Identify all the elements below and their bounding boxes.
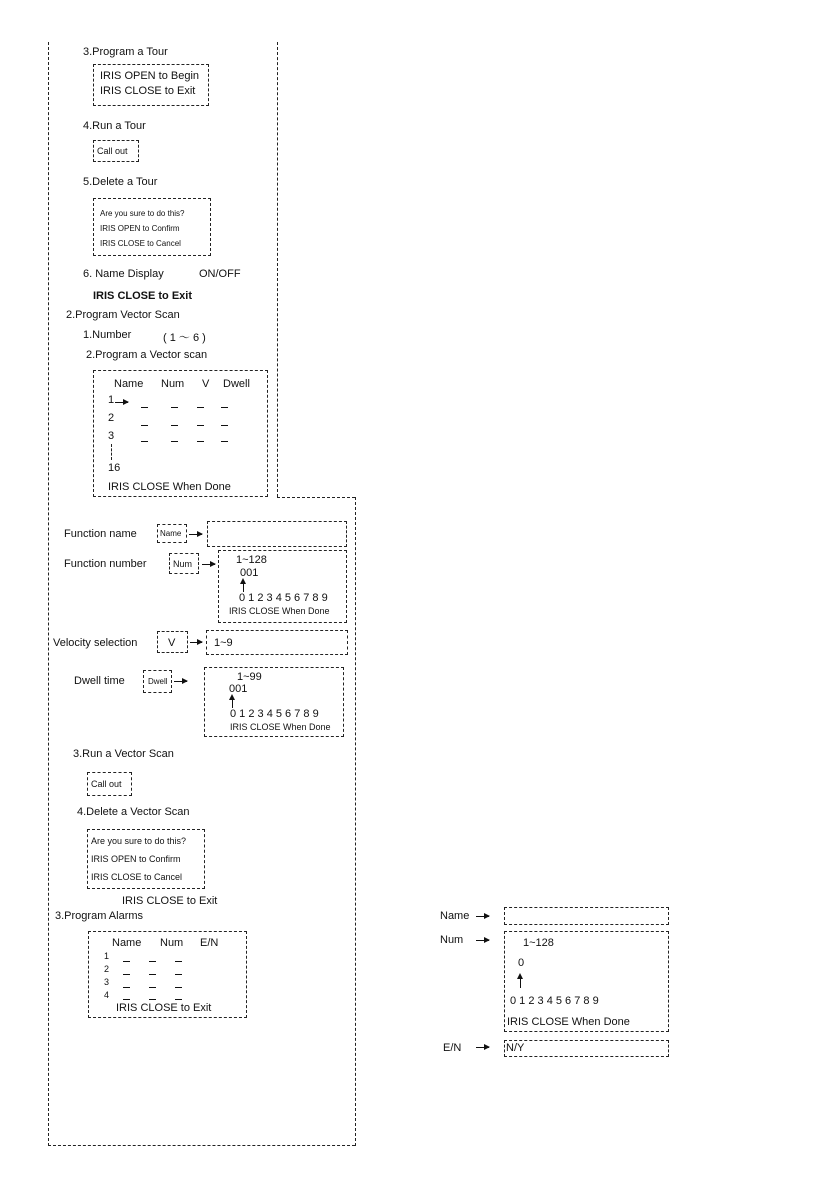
function-number-value: 001 bbox=[240, 567, 259, 579]
delete-vector-line-3: IRIS CLOSE to Cancel bbox=[91, 872, 183, 882]
alarm-num-done: IRIS CLOSE When Done bbox=[507, 1016, 630, 1028]
delete-tour-heading: 5.Delete a Tour bbox=[83, 176, 158, 188]
vector-exit-text: IRIS CLOSE to Exit bbox=[122, 895, 218, 907]
function-number-range: 1~128 bbox=[236, 554, 267, 566]
alarm-num-cursor-arrow bbox=[520, 978, 521, 988]
frame-step-line bbox=[277, 497, 355, 498]
name-display-value: ON/OFF bbox=[199, 268, 241, 280]
delete-tour-line-3: IRIS CLOSE to Cancel bbox=[100, 239, 181, 248]
vector-row-last: 16 bbox=[108, 462, 121, 474]
delete-vector-line-1: Are you sure to do this? bbox=[91, 836, 187, 846]
function-number-label: Function number bbox=[64, 558, 147, 570]
alarms-row-1: 1 bbox=[104, 951, 110, 961]
run-vector-heading: 3.Run a Vector Scan bbox=[73, 748, 174, 760]
dwell-range: 1~99 bbox=[237, 671, 262, 683]
program-tour-box bbox=[93, 64, 209, 106]
alarms-row-2: 2 bbox=[104, 964, 110, 974]
dwell-value: 001 bbox=[229, 683, 248, 695]
blank-dash bbox=[171, 441, 178, 442]
vector-col-name: Name bbox=[114, 378, 144, 390]
frame-lower-right-line bbox=[355, 497, 356, 1146]
blank-dash bbox=[171, 407, 178, 408]
velocity-tag-text: V bbox=[168, 637, 176, 649]
function-number-entry-box bbox=[218, 550, 347, 623]
velocity-range: 1~9 bbox=[214, 637, 233, 649]
alarm-name-arrow bbox=[476, 916, 489, 917]
blank-dash bbox=[149, 961, 156, 962]
function-name-tag-text: Name bbox=[160, 529, 182, 538]
frame-left-line bbox=[48, 42, 49, 1146]
alarm-name-label: Name bbox=[440, 910, 470, 922]
alarm-num-label: Num bbox=[440, 934, 464, 946]
dwell-arrow bbox=[174, 681, 187, 682]
delete-vector-heading: 4.Delete a Vector Scan bbox=[77, 806, 190, 818]
alarm-en-arrow bbox=[476, 1047, 489, 1048]
function-name-entry-box bbox=[207, 521, 347, 547]
blank-dash bbox=[175, 961, 182, 962]
function-number-cursor-arrow bbox=[243, 583, 244, 592]
dwell-tag-text: Dwell bbox=[148, 677, 168, 686]
blank-dash bbox=[149, 999, 156, 1000]
velocity-arrow bbox=[190, 642, 202, 643]
run-vector-box bbox=[87, 772, 132, 796]
blank-dash bbox=[149, 974, 156, 975]
function-name-tag bbox=[157, 524, 187, 543]
velocity-label: Velocity selection bbox=[53, 637, 138, 649]
blank-dash bbox=[123, 974, 130, 975]
run-tour-box bbox=[93, 140, 139, 162]
delete-vector-line-2: IRIS OPEN to Confirm bbox=[91, 854, 181, 864]
name-display-label: 6. Name Display bbox=[83, 268, 164, 280]
run-vector-callout: Call out bbox=[91, 779, 122, 789]
blank-dash bbox=[221, 441, 228, 442]
blank-dash bbox=[123, 999, 130, 1000]
alarm-en-value: N/Y bbox=[506, 1042, 525, 1054]
alarm-en-label: E/N bbox=[443, 1042, 462, 1054]
alarms-row-4: 4 bbox=[104, 990, 110, 1000]
function-name-arrow bbox=[189, 534, 202, 535]
alarms-col-en: E/N bbox=[200, 937, 219, 949]
alarm-num-entry-box bbox=[504, 931, 669, 1032]
dwell-done: IRIS CLOSE When Done bbox=[230, 722, 331, 732]
function-name-label: Function name bbox=[64, 528, 137, 540]
alarm-num-arrow bbox=[476, 940, 489, 941]
program-tour-line-1: IRIS OPEN to Begin bbox=[100, 70, 200, 82]
frame-upper-right-line bbox=[277, 42, 278, 497]
program-tour-line-2: IRIS CLOSE to Exit bbox=[100, 85, 196, 97]
vector-number-label: 1.Number bbox=[83, 329, 132, 341]
function-number-done: IRIS CLOSE When Done bbox=[229, 606, 330, 616]
delete-tour-line-1: Are you sure to do this? bbox=[100, 209, 185, 218]
vector-col-v: V bbox=[202, 378, 210, 390]
vector-scan-heading: 2.Program Vector Scan bbox=[66, 309, 180, 321]
vector-row-ellipsis-line bbox=[111, 444, 112, 460]
dwell-label: Dwell time bbox=[74, 675, 125, 687]
velocity-entry-box bbox=[206, 630, 348, 655]
blank-dash bbox=[149, 987, 156, 988]
alarm-num-value: 0 bbox=[518, 957, 525, 969]
blank-dash bbox=[221, 425, 228, 426]
blank-dash bbox=[123, 961, 130, 962]
vector-row-2: 2 bbox=[108, 412, 115, 424]
blank-dash bbox=[175, 974, 182, 975]
function-number-tag-text: Num bbox=[173, 559, 193, 569]
run-tour-heading: 4.Run a Tour bbox=[83, 120, 146, 132]
dwell-digits: 0 1 2 3 4 5 6 7 8 9 bbox=[230, 708, 319, 720]
blank-dash bbox=[175, 999, 182, 1000]
dwell-entry-box bbox=[204, 667, 344, 737]
alarms-col-num: Num bbox=[160, 937, 184, 949]
alarm-name-entry-box bbox=[504, 907, 669, 925]
delete-tour-line-2: IRIS OPEN to Confirm bbox=[100, 224, 180, 233]
blank-dash bbox=[123, 987, 130, 988]
delete-tour-box bbox=[93, 198, 211, 256]
program-vector-heading: 2.Program a Vector scan bbox=[86, 349, 208, 361]
blank-dash bbox=[141, 425, 148, 426]
alarms-heading: 3.Program Alarms bbox=[55, 910, 144, 922]
function-number-tag bbox=[169, 553, 199, 574]
program-tour-heading: 3.Program a Tour bbox=[83, 46, 168, 58]
alarms-exit-text: IRIS CLOSE to Exit bbox=[116, 1002, 212, 1014]
blank-dash bbox=[197, 425, 204, 426]
vector-row-1: 1 bbox=[108, 394, 115, 406]
frame-bottom-line bbox=[48, 1145, 355, 1146]
dwell-cursor-arrow bbox=[232, 699, 233, 708]
alarm-num-digits: 0 1 2 3 4 5 6 7 8 9 bbox=[510, 995, 599, 1007]
vector-row-3: 3 bbox=[108, 430, 115, 442]
vector-row-pointer-arrow bbox=[115, 402, 128, 403]
delete-vector-box bbox=[87, 829, 205, 889]
function-number-digits: 0 1 2 3 4 5 6 7 8 9 bbox=[239, 592, 328, 604]
vector-col-num: Num bbox=[161, 378, 185, 390]
blank-dash bbox=[141, 407, 148, 408]
tour-exit-text: IRIS CLOSE to Exit bbox=[93, 290, 193, 302]
blank-dash bbox=[197, 441, 204, 442]
blank-dash bbox=[171, 425, 178, 426]
vector-col-dwell: Dwell bbox=[223, 378, 250, 390]
velocity-tag bbox=[157, 631, 188, 653]
blank-dash bbox=[221, 407, 228, 408]
alarms-table-box bbox=[88, 931, 247, 1018]
alarm-en-entry-box bbox=[504, 1040, 669, 1057]
vector-scan-table-box bbox=[93, 370, 268, 497]
alarms-row-3: 3 bbox=[104, 977, 110, 987]
vector-number-range: ( 1 ～ 6 ) bbox=[163, 332, 206, 344]
blank-dash bbox=[197, 407, 204, 408]
blank-dash bbox=[175, 987, 182, 988]
blank-dash bbox=[141, 441, 148, 442]
alarm-num-range: 1~128 bbox=[523, 937, 554, 949]
dwell-tag bbox=[143, 670, 172, 693]
alarms-col-name: Name bbox=[112, 937, 142, 949]
run-tour-callout: Call out bbox=[97, 146, 128, 156]
vector-table-done: IRIS CLOSE When Done bbox=[108, 481, 231, 493]
function-number-arrow bbox=[202, 564, 215, 565]
